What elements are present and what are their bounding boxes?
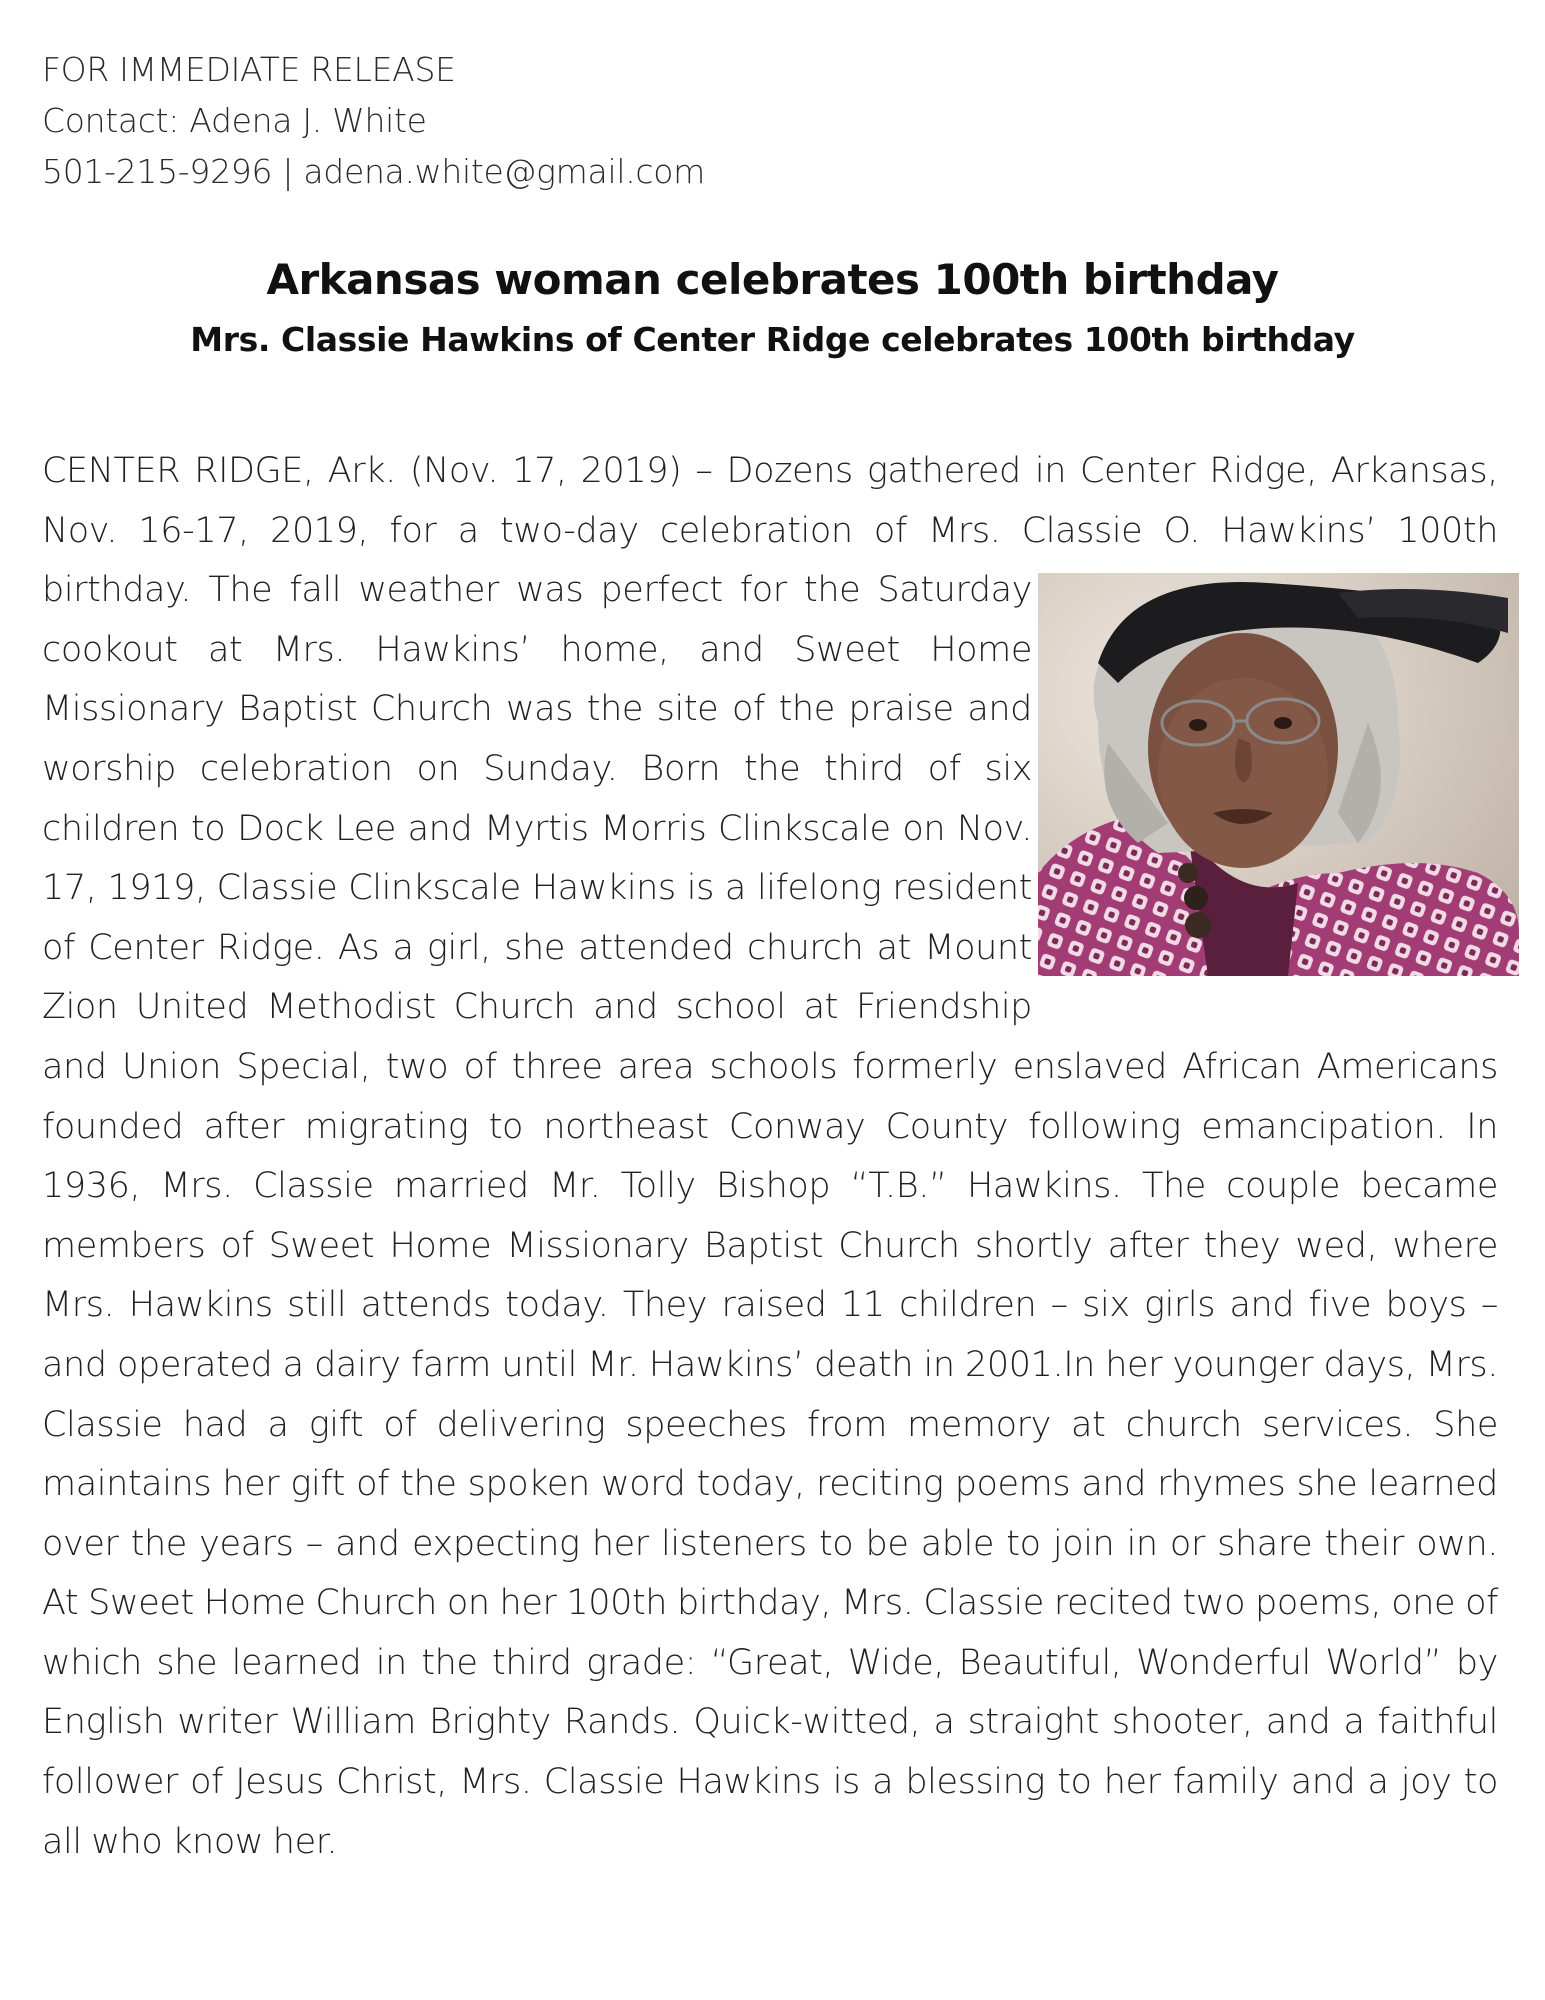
subheadline: Mrs. Classie Hawkins of Center Ridge celebrates 100th birthday xyxy=(190,320,1355,359)
release-header xyxy=(42,44,705,197)
contact-phone-email: 501-215-9296 | adena.white@gmail.com xyxy=(42,152,705,191)
body-text-intro: CENTER RIDGE, Ark. (Nov. 17, 2019) – Dozens gathered in Center Ridge, Arkansas, Nov. 16-17, 2019, for a two-day celebration of Mrs. Classie O. Hawkins’ xyxy=(42,451,1498,551)
body-text-main: 100th birthday. The fall weather was perfect for the Saturday cookout at Mrs. Hawkins’ home, and Sweet Home Missionary Baptist Church was the site of the praise and worship celebration on Sunday. Born the third of six children to Dock Lee and Myrtis Morris Clinkscale on Nov. 17, 1919, Classie Clinkscale Hawkins is a lifelong resident of Center Ridge. As a girl, she attended church at Mount Zion United Methodist Church and school at Friendship and Union Special, two of three area schools formerly enslaved African Americans founded after migrating to northeast Conway County following emancipation. In 1936, Mrs. Classie married Mr. Tolly Bishop “T.B.” Hawkins. The couple became members of Sweet Home Missionary Baptist Church shortly after they wed, where Mrs. Hawkins still attends today. They raised 11 children – six girls and five boys – and operated a dairy farm until Mr. Hawkins’ death in 2001.In her younger days, Mrs. Classie had a gift of delivering speeches from memory at church services. She maintains her gift of the spoken word today, reciting poems and rhymes she learned over the years – and expecting her listeners to be able to join in or share their own. At Sweet Home Church on her 100th birthday, Mrs. Classie recited two poems, one of which she learned in the third grade: “Great, Wide, Beautiful, Wonderful World” by English writer William Brighty Rands. Quick-witted, a straight shooter, and a faithful follower of Jesus Christ, Mrs. Classie Hawkins is a blessing to her family and a joy to all who know her. xyxy=(42,510,1498,1862)
portrait-photo xyxy=(1038,573,1519,976)
contact-name: Contact: Adena J. White xyxy=(42,101,427,140)
article-body xyxy=(42,442,1498,1872)
headline: Arkansas woman celebrates 100th birthday xyxy=(266,255,1279,304)
release-label: FOR IMMEDIATE RELEASE xyxy=(42,50,456,89)
